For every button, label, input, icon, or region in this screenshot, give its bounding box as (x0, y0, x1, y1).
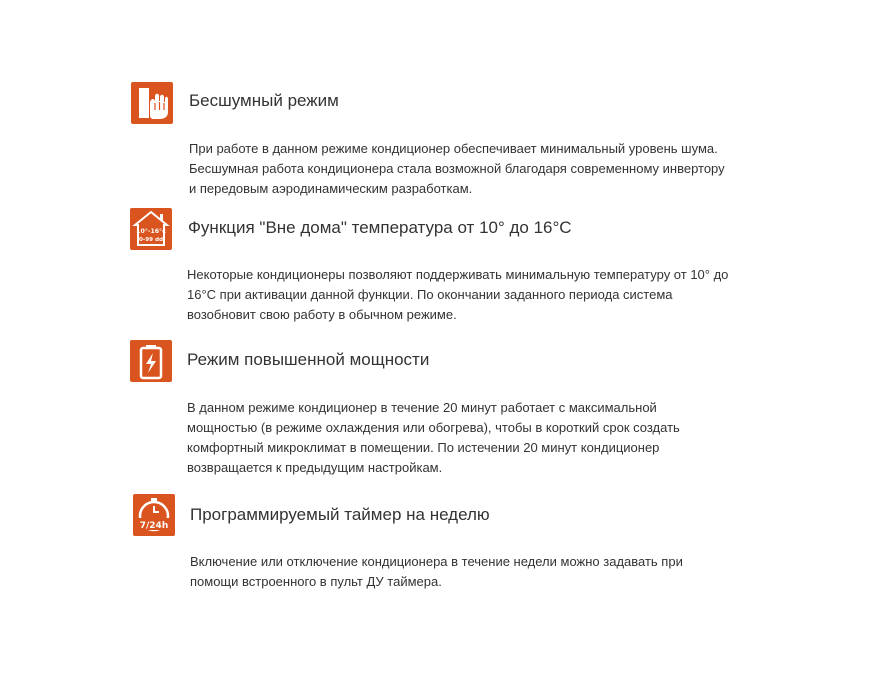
feature-description: В данном режиме кондиционер в течение 20 минут работает с максимальной мощностью (в режиме охлаждения или обогрева), чтобы в короткий срок создать комфортный микроклимат в помещении. По истечении 20 минут кондиционер возвращается к предыдущим настройкам. (187, 400, 680, 475)
weekly-timer-icon (133, 494, 175, 536)
icon-text-timer: 7/24h (139, 521, 169, 531)
icon-text-period: 0-99 dd (139, 237, 163, 243)
icon-text-temperature: 10°-16°c (136, 228, 166, 235)
feature-description: Некоторые кондиционеры позволяют поддерживать минимальную температуру от 10° до 16°C при активации данной функции. По окончании заданного периода система возобновит свою работу в обычном режиме. (187, 267, 729, 322)
quiet-hand-icon (131, 82, 173, 124)
feature-title: Программируемый таймер на неделю (190, 505, 490, 524)
battery-power-icon (130, 340, 172, 382)
home-temperature-icon (130, 208, 172, 250)
feature-title: Бесшумный режим (189, 91, 339, 110)
feature-description: Включение или отключение кондиционера в течение недели можно задавать при помощи встроенного в пульт ДУ таймера. (190, 554, 683, 589)
feature-description: При работе в данном режиме кондиционер обеспечивает минимальный уровень шума. Бесшумная работа кондиционера стала возможной благодаря современному инвертору и передовым аэродинамическим разработкам. (189, 141, 725, 196)
feature-title: Режим повышенной мощности (187, 350, 430, 369)
feature-title: Функция "Вне дома" температура от 10° до 16°C (188, 218, 572, 237)
